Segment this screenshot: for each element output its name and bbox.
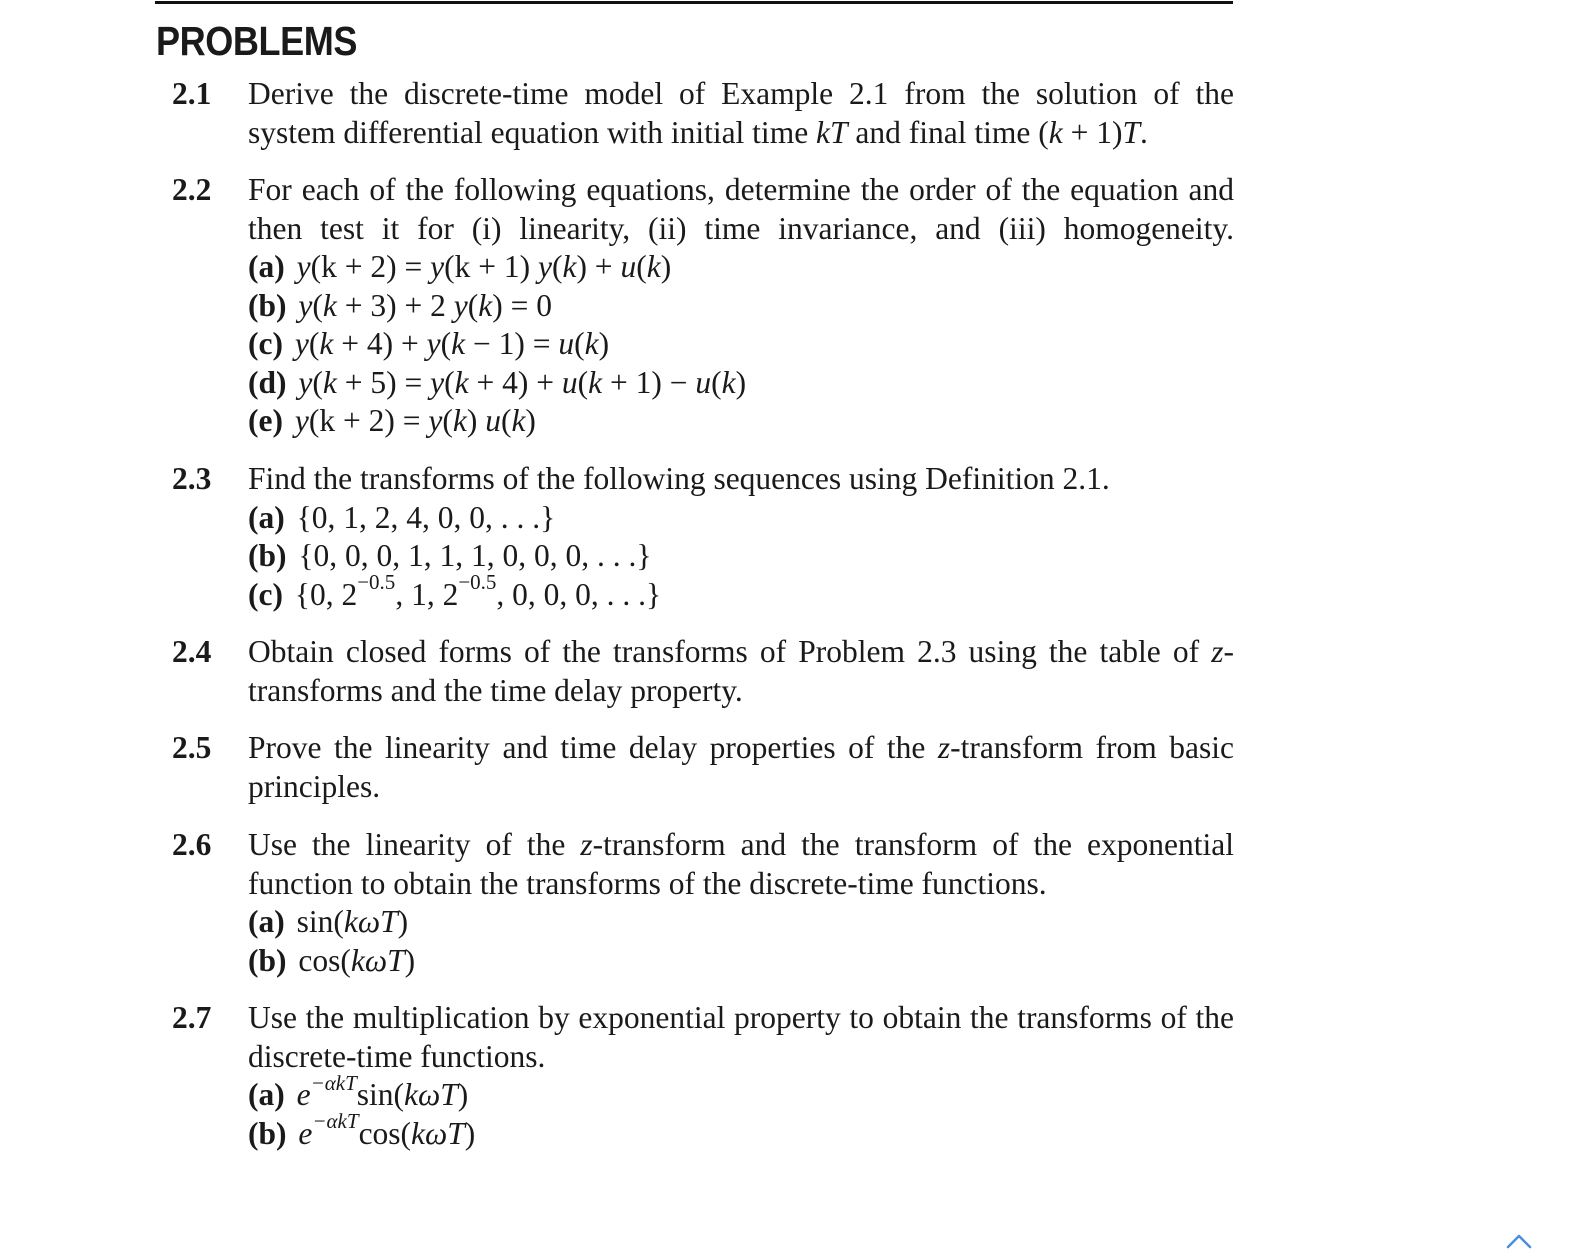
subproblem-list	[248, 903, 1234, 980]
subproblem-d: (d) y(k + 5) = y(k + 4) + u(k + 1) − u(k)	[248, 364, 747, 400]
problem-2-6	[172, 826, 1234, 980]
problem-text: Use the linearity of the z-transform and the transform of the exponential function to obtain the transforms of the discrete-time functions.	[248, 827, 1234, 901]
subproblem-list	[248, 1070, 1234, 1153]
subproblem-c: (c) y(k + 4) + y(k − 1) = u(k)	[248, 326, 610, 361]
problem-2-2	[172, 171, 1234, 441]
subproblem-b: (b) y(k + 3) + 2 y(k) = 0	[248, 287, 552, 323]
problem-text: Find the transforms of the following sequences using Definition 2.1.	[248, 461, 1110, 496]
subproblem-b: (b) cos(kωT)	[248, 942, 416, 978]
problem-number: 2.6	[172, 827, 212, 862]
subproblem-list	[248, 248, 1234, 441]
problem-number: 2.4	[172, 634, 212, 669]
chevron-up-icon[interactable]	[1505, 1232, 1533, 1250]
problem-text: For each of the following equations, determine the order of the equation and then test it for (i) linearity, (ii) time invariance, and (iii) homogeneity.	[248, 172, 1234, 246]
subproblem-a: (a) $e^{-\alpha kT}\sin(k\omega T)$	[248, 1070, 469, 1112]
subproblem-a: (a) sin(kωT)	[248, 904, 409, 939]
problem-number: 2.3	[172, 461, 212, 496]
subproblem-b: (b) $e^{-\alpha kT}\cos(k\omega T)$	[248, 1109, 476, 1151]
top-rule	[155, 1, 1233, 4]
problem-text: Prove the linearity and time delay properties of the z-transform from basic principles.	[248, 730, 1235, 804]
problem-text: Derive the discrete-time model of Example 2.1 from the solution of the system differential equation with initial time kT and final time (k + 1)T.	[248, 76, 1234, 150]
problem-text: Use the multiplication by exponential property to obtain the transforms of the discrete-time functions.	[248, 1000, 1234, 1074]
page-title: PROBLEMS	[156, 18, 357, 64]
problem-number: 2.7	[172, 1000, 212, 1035]
problem-2-7	[172, 999, 1234, 1153]
subproblem-a: (a) {0, 1, 2, 4, 0, 0, . . .}	[248, 499, 556, 535]
problem-2-3	[172, 460, 1234, 614]
problem-text: Obtain closed forms of the transforms of Problem 2.3 using the table of z-transforms and the time delay property.	[248, 634, 1234, 708]
problem-number: 2.2	[172, 172, 212, 207]
subproblem-b: (b) {0, 0, 0, 1, 1, 1, 0, 0, 0, . . .}	[248, 538, 652, 573]
problem-number: 2.1	[172, 76, 212, 111]
subproblem-a: (a) y(k + 2) = y(k + 1) y(k) + u(k)	[248, 249, 672, 284]
subproblem-list	[248, 499, 1234, 615]
subproblem-e: (e) y(k + 2) = y(k) u(k)	[248, 403, 536, 438]
problem-number: 2.5	[172, 730, 212, 765]
problem-2-4	[172, 633, 1234, 710]
problem-2-5	[172, 729, 1234, 806]
subproblem-c: (c) {0, $2^{-0.5}$, 1, $2^{-0.5}$, 0, 0, 0, . . .}	[248, 570, 662, 612]
problem-2-1	[172, 75, 1234, 152]
